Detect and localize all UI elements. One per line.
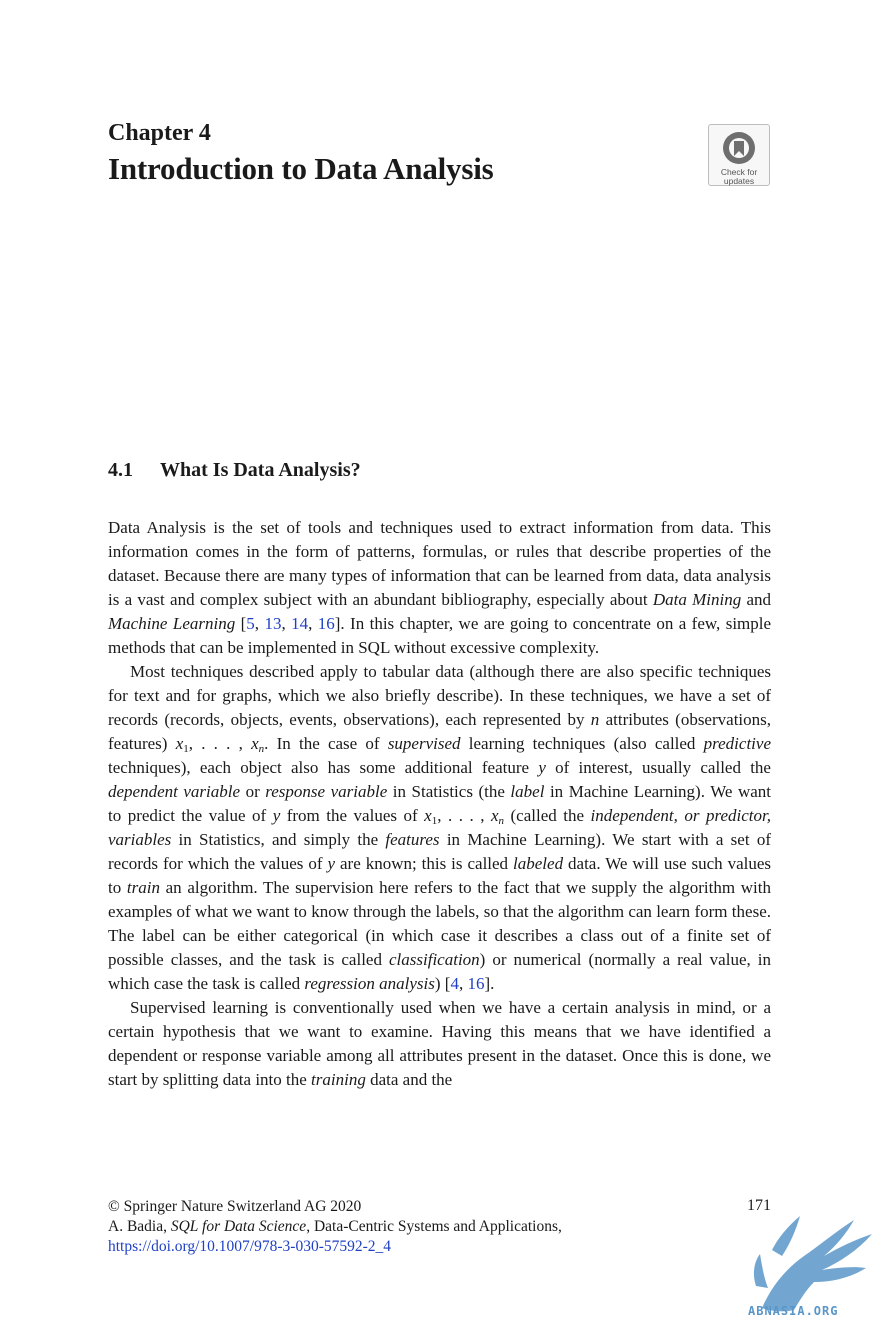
subscript: n [258,743,265,755]
emphasis: dependent variable [108,782,241,801]
section-number: 4.1 [108,459,133,481]
citation-link[interactable]: 4 [450,974,459,993]
emphasis: y [327,854,336,873]
citation-book-title: SQL for Data Science [170,1218,307,1235]
text-run: , [281,614,292,633]
emphasis: supervised [387,734,461,753]
text-run: , [254,614,265,633]
text-run: of interest, usually called the [545,758,771,777]
footer [108,1197,562,1257]
paragraph [108,660,771,996]
emphasis: x [424,806,432,825]
paragraph [108,996,771,1092]
emphasis: independent, or predictor, variables [108,806,772,849]
emphasis: training [311,1070,366,1089]
text-run: Supervised learning is conventionally used when we have a certain analysis in mind, or a certain hypothesis that we want to examine. Having this means that we have identified a dependent or response variable among all attributes present in the dataset. Once this is done, we start by splitting data into the [108,998,771,1089]
text-run: ]. [484,974,495,993]
emphasis: predictive [703,734,771,753]
citation-author: A. Badia, [108,1218,171,1235]
text-run: Most techniques described apply to tabular data (although there are also specific techniques for text and for graphs, which we also briefly describe). In these techniques, we have a set of records (records, objects, events, observations), each represented by [108,662,771,729]
text-run: and [741,590,771,609]
citation-link[interactable]: 5 [246,614,255,633]
text-run: data and the [365,1070,453,1089]
citation-link[interactable]: 13 [264,614,282,633]
text-run: or [240,782,266,801]
emphasis: features [385,830,440,849]
text-run: from the values of [280,806,425,825]
subscript: n [498,815,505,827]
chapter-title: Introduction to Data Analysis [108,151,494,186]
emphasis: y [538,758,546,777]
subscript: 1 [431,815,438,827]
text-run: in Statistics, and simply the [171,830,386,849]
emphasis: regression analysis [304,974,435,993]
text-run: , . . . , [188,734,252,753]
citation-link[interactable]: 14 [291,614,309,633]
body-text [108,516,771,1092]
doi-link[interactable]: https://doi.org/10.1007/978-3-030-57592-2_4 [108,1238,392,1255]
text-run: , [308,614,318,633]
emphasis: train [126,878,160,897]
text-run: (called the [504,806,591,825]
text-run: Data Analysis is the set of tools and techniques used to extract information from data. This information comes in the form of patterns, formulas, or rules that describe properties of the dataset. Because there are many types of information that can be learned from data, data analysis is a vast and complex subject with an abundant bibliography, especially about [108,518,771,609]
section-title: What Is Data Analysis? [160,459,361,481]
emphasis: x [490,806,499,825]
check-for-updates-badge[interactable] [708,124,770,186]
emphasis: label [510,782,545,801]
page-number: 171 [747,1197,771,1214]
subscript: 1 [183,743,189,755]
text-run: in Machine Learning). We want to predict the value of [108,782,771,825]
emphasis: Data Mining [652,590,742,609]
text-run: an algorithm. The supervision here refers to the fact that we supply the algorithm with examples of what we want to know through the labels, so that the algorithm can learn form these. The label can be either categorical (in which case it describes a class out of a finite set of possible classes, and the task is called [108,878,771,969]
citation-line [108,1217,562,1237]
emphasis: n [590,710,600,729]
emphasis: x [175,734,184,753]
text-run: are known; this is called [335,854,514,873]
section-heading [108,459,361,482]
emphasis: Machine Learning [108,614,236,633]
text-run: , . . . , [437,806,491,825]
emphasis: y [272,806,281,825]
emphasis: classification [389,950,480,969]
text-run: ]. In this chapter, we are going to concentrate on a few, simple methods that can be implemented in SQL without excessive complexity. [108,614,772,657]
text-run: ) or numerical (normally a real value, in which case the task is called [108,950,771,993]
citation-link[interactable]: 16 [317,614,335,633]
watermark-text: ABNASIA.ORG [748,1304,839,1318]
text-run: ) [ [434,974,451,993]
citation-link[interactable]: 16 [467,974,485,993]
emphasis: x [251,734,259,753]
text-run: . In the case of [264,734,388,753]
text-run: in Statistics (the [387,782,511,801]
text-run: [ [235,614,247,633]
citation-series: , Data-Centric Systems and Applications, [306,1218,562,1235]
emphasis: response variable [265,782,388,801]
copyright-line: © Springer Nature Switzerland AG 2020 [108,1198,362,1215]
text-run: attributes (observations, features) [108,710,772,753]
text-run: in Machine Learning). We start with a set of records for which the values of [108,830,771,873]
text-run: , [458,974,468,993]
paragraph [108,516,771,660]
badge-line-1: Check for [720,167,758,177]
text-run: techniques), each object also has some additional feature [108,758,539,777]
emphasis: labeled [513,854,564,873]
text-run: learning techniques (also called [460,734,704,753]
text-run: data. We will use such values to [108,854,771,897]
chapter-label: Chapter 4 [108,120,211,146]
badge-line-2: updates [723,176,755,186]
check-for-updates-icon [721,130,757,166]
